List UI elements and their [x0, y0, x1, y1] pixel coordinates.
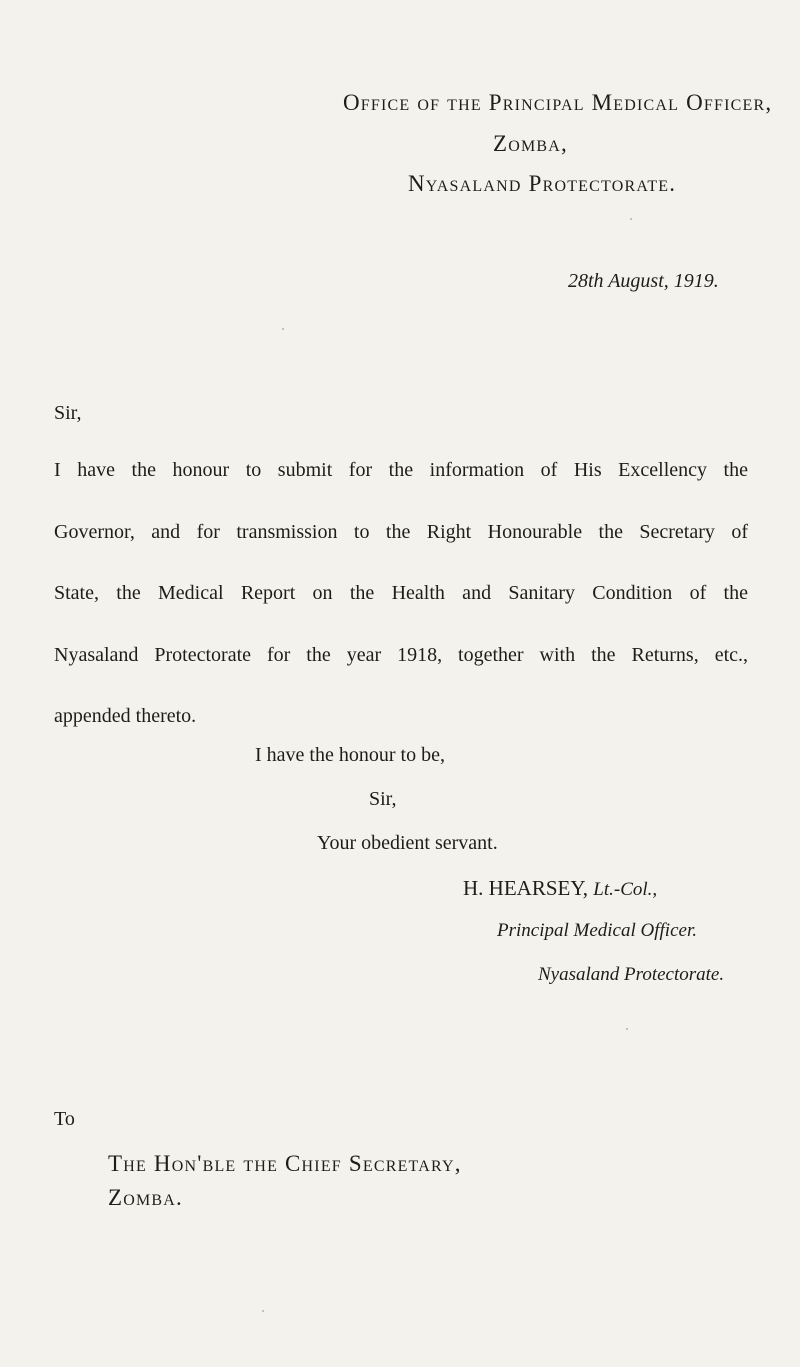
signatory-rank: Lt.-Col., — [593, 879, 658, 900]
letterhead-office: Office of the Principal Medical Officer, — [343, 90, 773, 115]
paper-speck — [626, 1028, 628, 1030]
body-line: State, the Medical Report on the Health and Sanitary Condition of the — [54, 582, 748, 604]
body-line: appended thereto. — [54, 705, 197, 727]
signatory-name-text: H. HEARSEY, — [463, 876, 589, 900]
body-line: Governor, and for transmission to the Right Honourable the Secretary of — [54, 520, 748, 543]
paper-speck — [282, 328, 284, 330]
paper-speck — [630, 218, 632, 220]
closing-sir: Sir, — [369, 788, 397, 810]
letter-date: 28th August, 1919. — [568, 270, 719, 292]
body-line: I have the honour to submit for the information of His Excellency the — [54, 459, 748, 481]
salutation: Sir, — [54, 402, 82, 424]
signatory-title: Principal Medical Officer. — [497, 920, 697, 941]
signatory-name — [463, 876, 657, 901]
recipient-title: The Hon'ble the Chief Secretary, — [108, 1151, 462, 1176]
paper-speck — [262, 1310, 264, 1312]
closing-servant: Your obedient servant. — [317, 832, 498, 854]
recipient-town: Zomba. — [108, 1185, 184, 1210]
letterhead-town: Zomba, — [493, 131, 569, 156]
signatory-place: Nyasaland Protectorate. — [538, 964, 725, 985]
recipient-label: To — [54, 1108, 75, 1130]
closing-line: I have the honour to be, — [255, 744, 445, 766]
letter-body — [54, 440, 748, 748]
letterhead-protectorate: Nyasaland Protectorate. — [408, 171, 677, 196]
body-line: Nyasaland Protectorate for the year 1918, together with the Returns, etc., — [54, 643, 748, 666]
